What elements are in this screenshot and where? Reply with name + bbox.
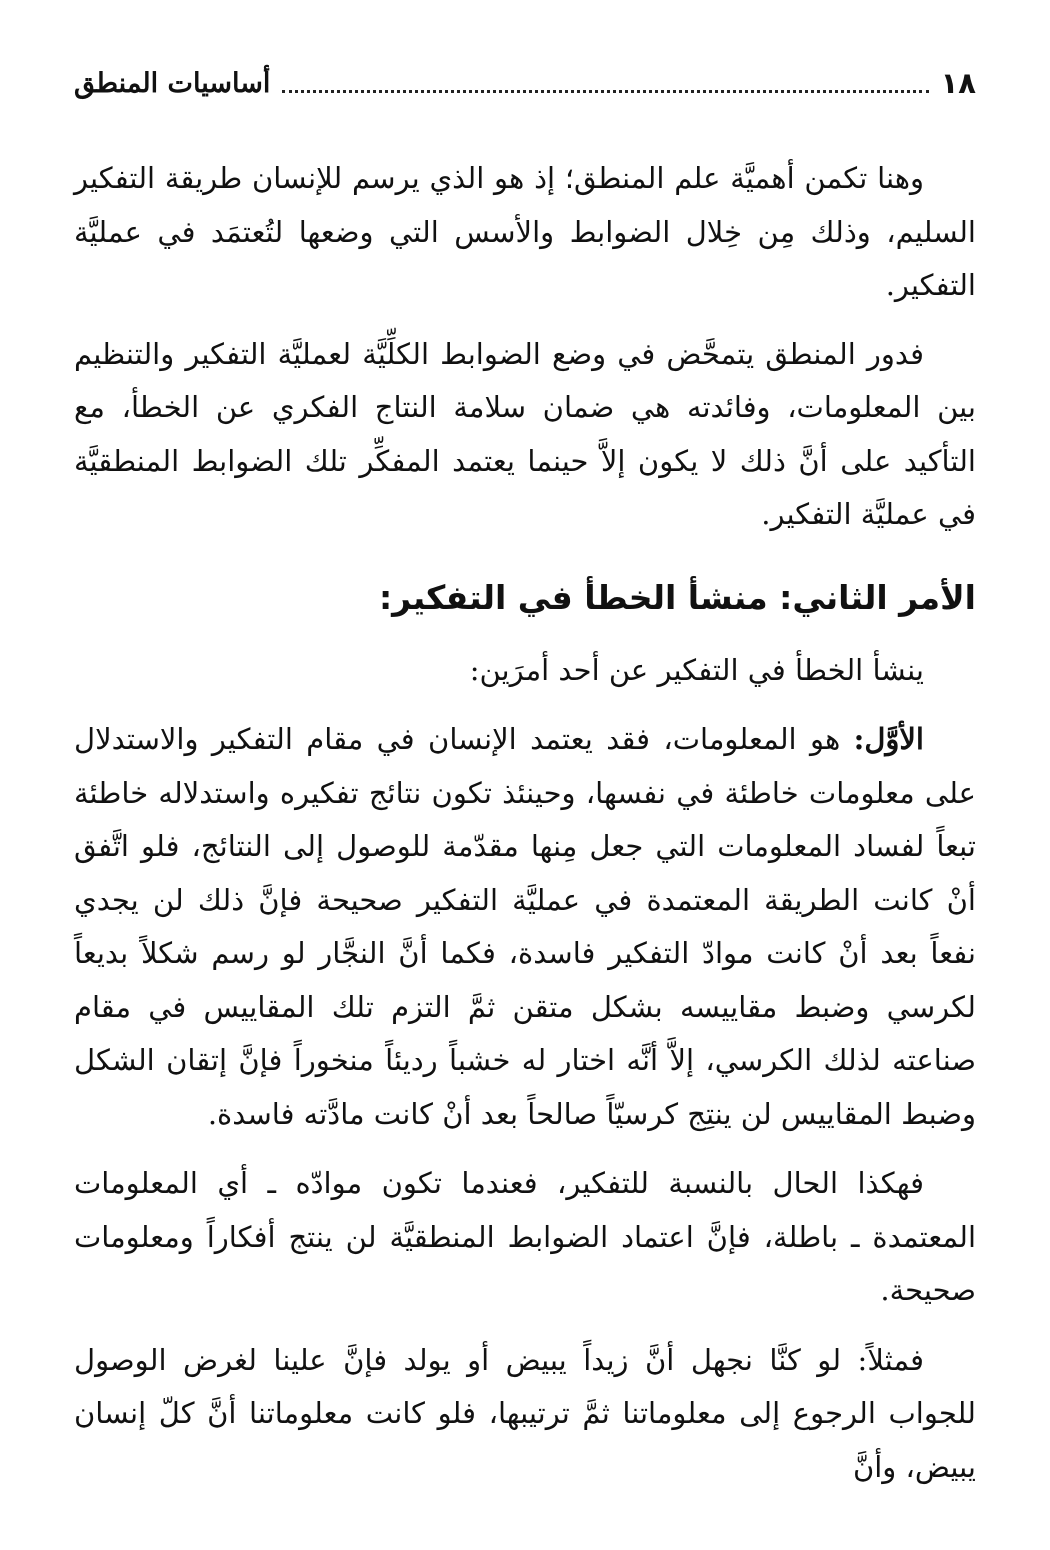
running-header (74, 58, 976, 108)
paragraph-example: فمثلاً: لو كنَّا نجهل أنَّ زيداً يبيض أو يولد فإنَّ علينا لغرض الوصول للجواب الرجوع إلى معلوماتنا ثمَّ ترتيبها، فلو كانت معلوماتنا أنَّ كلّ إنسان يبيض، وأنَّ (74, 1342, 976, 1484)
paragraph-intro: ينشأ الخطأ في التفكير عن أحد أمرَين: (469, 652, 924, 687)
paragraph-first-cause (74, 713, 976, 1141)
document-page (74, 58, 976, 1494)
paragraph-analogy: فهكذا الحال بالنسبة للتفكير، فعندما تكون موادّه ـ أي المعلومات المعتمدة ـ باطلة، فإنَّ اعتماد الضوابط المنطقيَّة لن ينتج أفكاراً ومعلومات صحيحة. (74, 1166, 976, 1307)
paragraph-importance: وهنا تكمن أهميَّة علم المنطق؛ إذ هو الذي يرسم للإنسان طريقة التفكير السليم، وذلك مِن خِلال الضوابط والأسس التي وضعها لتُعتمَد في عمليَّة التفكير. (74, 161, 976, 302)
section-heading: الأمر الثاني: منشأ الخطأ في التفكير: (378, 577, 976, 617)
first-cause-text: هو المعلومات، فقد يعتمد الإنسان في مقام التفكير والاستدلال على معلومات خاطئة في نفسها، وحينئذ تكون نتائج تفكيره واستدلاله خاطئة تبعاً لفساد المعلومات التي جعل مِنها مقدّمة للوصول إلى النتائج، فلو اتَّفق أنْ كانت الطريقة المعتمدة في عمليَّة التفكير صحيحة فإنَّ ذلك لن يجدي نفعاً بعد أنْ كانت موادّ التفكير فاسدة، فكما أنَّ النجَّار لو رسم شكلاً بديعاً لكرسي وضبط مقاييسه بشكل متقن ثمَّ التزم تلك المقاييس في مقام صناعته لذلك الكرسي، إلاَّ أنَّه اختار له خشباً رديئاً منخوراً فإنَّ إتقان الشكل وضبط المقاييس لن ينتِج كرسيّاً صالحاً بعد أنْ كانت مادَّته فاسدة. (74, 722, 976, 1131)
header-dotted-leader (282, 90, 928, 93)
paragraph-role-of-logic: فدور المنطق يتمحَّض في وضع الضوابط الكلِّيَّة لعمليَّة التفكير والتنظيم بين المعلومات، وفائدته هي ضمان سلامة النتاج الفكري عن الخطأ، مع التأكيد على أنَّ ذلك لا يكون إلاَّ حينما يعتمد المفكِّر تلك الضوابط المنطقيَّة في عمليَّة التفكير. (74, 336, 976, 531)
page-number: ١٨ (940, 66, 976, 100)
book-title: أساسيات المنطق (74, 67, 271, 99)
first-cause-label: الأوَّل: (853, 722, 924, 756)
